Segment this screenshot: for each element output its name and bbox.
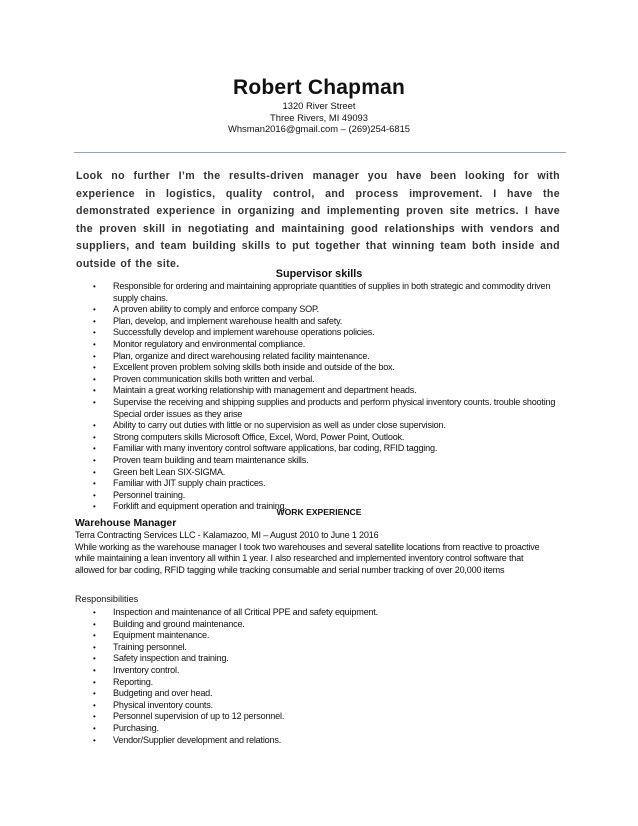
- bullet-icon: •: [93, 723, 96, 733]
- list-item: [93, 607, 563, 619]
- bullet-icon: •: [93, 735, 96, 745]
- list-item-text: A proven ability to comply and enforce company SOP.: [113, 304, 319, 315]
- list-item: [93, 467, 563, 479]
- job-details: [75, 530, 555, 576]
- list-item: [93, 630, 563, 642]
- list-item-text: Strong computers skills Microsoft Office, Excel, Word, Power Point, Outlook.: [113, 431, 405, 442]
- bullet-icon: •: [93, 490, 96, 500]
- company-line: Terra Contracting Services LLC - Kalamazoo, MI – August 2010 to June 1 2016: [75, 530, 379, 540]
- list-item-text: Vendor/Supplier development and relations.: [113, 734, 282, 745]
- list-item-text: Monitor regulatory and environmental compliance.: [113, 338, 306, 349]
- bullet-icon: •: [93, 328, 96, 338]
- list-item: [93, 420, 563, 432]
- list-item: [93, 316, 563, 328]
- bullet-icon: •: [93, 316, 96, 326]
- list-item-text: Purchasing.: [113, 722, 159, 733]
- bullet-icon: •: [93, 455, 96, 465]
- list-item-text: Proven team building and team maintenance skills.: [113, 454, 309, 465]
- bullet-icon: •: [93, 282, 96, 291]
- responsibilities-list: [93, 607, 563, 746]
- list-item-text: Inspection and maintenance of all Critical PPE and safety equipment.: [113, 607, 378, 617]
- summary-paragraph: Look no further I’m the results-driven manager you have been looking for with experience in logistics, quality control, and process improvement. I have the demonstrated experience in organizing and implementing proven site metrics. I have the proven skill in negotiating and maintaining good relationships with vendors and suppliers, and team building skills to put together that winning team both inside and outside of the site.: [76, 170, 560, 270]
- bullet-icon: •: [93, 421, 96, 431]
- list-item: [93, 619, 563, 631]
- list-item-text: Proven communication skills both written and verbal.: [113, 373, 315, 384]
- bullet-icon: •: [93, 444, 96, 454]
- list-item-text: Budgeting and over head.: [113, 688, 213, 699]
- list-item-text: Personnel training.: [113, 489, 186, 500]
- list-item-text: Personnel supervision of up to 12 personnel.: [113, 711, 285, 722]
- work-experience-heading: WORK EXPERIENCE: [276, 507, 362, 517]
- list-item-text: Plan, develop, and implement warehouse health and safety.: [113, 315, 343, 326]
- skills-heading: Supervisor skills: [275, 268, 363, 280]
- list-item: [93, 374, 563, 386]
- list-item: [93, 362, 563, 374]
- list-item: [93, 665, 563, 677]
- list-item-text: Building and ground maintenance.: [113, 618, 245, 629]
- list-item-text: Reporting.: [113, 676, 153, 687]
- header-divider: [74, 152, 566, 153]
- list-item: [93, 478, 563, 490]
- list-item-text: Equipment maintenance.: [113, 630, 210, 641]
- skills-list: [93, 281, 563, 513]
- list-item: [93, 455, 563, 467]
- bullet-icon: •: [93, 642, 96, 652]
- list-item: [93, 700, 563, 712]
- list-item: [93, 711, 563, 723]
- list-item: [93, 281, 563, 304]
- list-item: [93, 490, 563, 502]
- bullet-icon: •: [93, 700, 96, 710]
- list-item: [93, 443, 563, 455]
- resume-header: [0, 76, 638, 135]
- list-item-text: Successfully develop and implement warehouse operations policies.: [113, 327, 375, 338]
- bullet-icon: •: [93, 502, 96, 512]
- list-item-text: Responsible for ordering and maintaining appropriate quantities of supplies in both strategic and commodity driven supply chains.: [113, 281, 551, 303]
- list-item-text: Familiar with many inventory control software applications, bar coding, RFID tagging.: [113, 443, 438, 454]
- list-item-text: Green belt Lean SIX-SIGMA.: [113, 466, 226, 477]
- list-item: [93, 397, 563, 420]
- bullet-icon: •: [93, 654, 96, 664]
- city-state-zip: Three Rivers, MI 49093: [270, 111, 368, 123]
- email-phone: Whsman2016@gmail.com – (269)254-6815: [227, 123, 410, 134]
- list-item-text: Forklift and equipment operation and training.: [113, 501, 287, 512]
- bullet-icon: •: [93, 386, 96, 396]
- bullet-icon: •: [93, 467, 96, 477]
- bullet-icon: •: [93, 363, 96, 373]
- list-item: [93, 723, 563, 735]
- bullet-icon: •: [93, 608, 96, 617]
- bullet-icon: •: [93, 677, 96, 687]
- list-item: [93, 653, 563, 665]
- list-item: [93, 304, 563, 316]
- list-item-text: Excellent proven problem solving skills both inside and outside of the box.: [113, 362, 395, 373]
- bullet-icon: •: [93, 339, 96, 349]
- responsibilities-label: Responsibilities: [75, 594, 139, 604]
- list-item: [93, 351, 563, 363]
- list-item: [93, 385, 563, 397]
- list-item: [93, 339, 563, 351]
- bullet-icon: •: [93, 619, 96, 629]
- list-item-text: Plan, organize and direct warehousing related facility maintenance.: [113, 350, 370, 361]
- street-address: 1320 River Street: [282, 100, 356, 111]
- list-item: [93, 642, 563, 654]
- bullet-icon: •: [93, 479, 96, 489]
- bullet-icon: •: [93, 305, 96, 315]
- list-item-text: Familiar with JIT supply chain practices.: [113, 478, 266, 489]
- list-item: [93, 432, 563, 444]
- list-item-text: Maintain a great working relationship with management and department heads.: [113, 385, 417, 396]
- list-item-text: Physical inventory counts.: [113, 699, 213, 710]
- bullet-icon: •: [93, 689, 96, 699]
- list-item: [93, 677, 563, 689]
- list-item: [93, 735, 563, 747]
- list-item-text: Training personnel.: [113, 641, 187, 652]
- bullet-icon: •: [93, 374, 96, 384]
- bullet-icon: •: [93, 665, 96, 675]
- bullet-icon: •: [93, 351, 96, 361]
- job-description: While working as the warehouse manager I took two warehouses and several satellite locations from reactive to proactive while maintaining a lean inventory all within 1 year. I also researched and implemented inventory control software that allowed for bar coding, RFID tagging while tracking consumable and serial number tracking of over 20,000 items: [75, 541, 540, 575]
- list-item-text: Supervise the receiving and shipping supplies and products and perform physical inventory counts. trouble shooting Special order issues as they arise: [113, 396, 556, 419]
- list-item: [93, 327, 563, 339]
- bullet-icon: •: [93, 397, 96, 407]
- list-item: [93, 688, 563, 700]
- candidate-name: Robert Chapman: [233, 76, 405, 99]
- bullet-icon: •: [93, 432, 96, 442]
- bullet-icon: •: [93, 712, 96, 722]
- list-item-text: Safety inspection and training.: [113, 653, 229, 664]
- job-title: Warehouse Manager: [75, 518, 177, 529]
- list-item-text: Ability to carry out duties with little or no supervision as well as under close supervision.: [113, 420, 446, 431]
- list-item-text: Inventory control.: [113, 664, 180, 675]
- bullet-icon: •: [93, 631, 96, 641]
